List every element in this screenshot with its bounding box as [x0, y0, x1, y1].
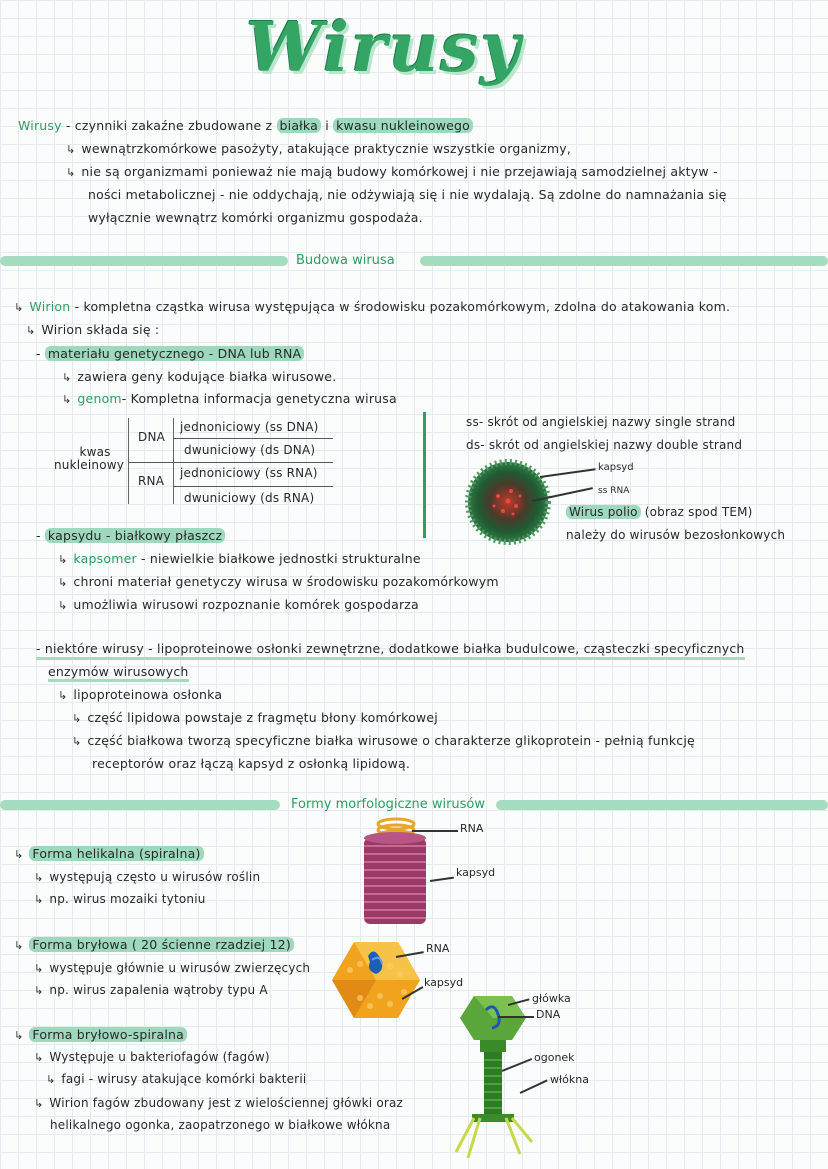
arrow-icon: ↳ — [34, 984, 44, 997]
intro-bullet-2-cont: wyłącznie wewnątrz komórki organizmu gospodaża. — [88, 210, 423, 225]
label-rna-1: RNA — [460, 822, 484, 835]
leader-line — [498, 1016, 534, 1018]
arrow-icon: ↳ — [66, 143, 76, 156]
label-glowka: główka — [532, 992, 571, 1005]
wirion-definition: ↳ Wirion - kompletna cząstka wirusa występująca w środowisku pozakomórkowym, zdolna do atakowania kom. — [14, 299, 731, 314]
arrow-icon: ↳ — [14, 1029, 24, 1042]
form-3-heading: ↳ Forma bryłowo-spiralna — [14, 1027, 187, 1042]
table-row-divider — [173, 438, 333, 439]
arrow-icon: ↳ — [34, 871, 44, 884]
label-kapsyd-1: kapsyd — [456, 866, 496, 879]
table-row-divider — [173, 486, 333, 487]
table-divider-left — [128, 418, 129, 504]
intro-bullet-1: ↳ wewnątrzkomórkowe pasożyty, atakujące praktycznie wszystkie organizmy, — [66, 141, 572, 156]
arrow-icon: ↳ — [14, 848, 24, 861]
polio-label-ssrna: ss RNA — [598, 486, 630, 496]
icosahedral-virus-image — [330, 940, 422, 1020]
arrow-icon: ↳ — [58, 689, 68, 702]
section-heading-budowa: Budowa wirusa — [296, 253, 395, 268]
arrow-icon: ↳ — [34, 1051, 44, 1064]
label-dna: DNA — [536, 1008, 561, 1021]
form-3-bullet-1: ↳ Występuje u bakteriofagów (fagów) — [34, 1050, 270, 1064]
niektore-line-1: - niektóre wirusy - lipoproteinowe osłonki zewnętrzne, dodatkowe białka budulcowe, cząsteczki specyficznych — [36, 641, 745, 660]
form-3-bullet-2: ↳ fagi - wirusy atakujące komórki bakterii — [46, 1072, 307, 1086]
arrow-icon: ↳ — [58, 576, 68, 589]
lipo-heading: ↳ lipoproteinowa osłonka — [58, 687, 223, 702]
section-band-left — [0, 256, 288, 266]
wirion-sklada: ↳ Wirion składa się : — [26, 322, 160, 337]
niektore-line-2: enzymów wirusowych — [48, 664, 189, 682]
kapsyd-bullet-3: ↳ umożliwia wirusowi rozpoznanie komórek gospodarza — [58, 597, 419, 612]
page-title: Wirusy — [246, 8, 523, 88]
helical-virus-image — [360, 816, 430, 928]
table-group-divider — [128, 462, 333, 463]
table-cell: dwuniciowy (ds RNA) — [184, 491, 315, 505]
section-band-right — [420, 256, 828, 266]
genom-definition: ↳ genom- Kompletna informacja genetyczna wirusa — [62, 391, 397, 406]
form-3-bullet-3: ↳ Wirion fagów zbudowany jest z wielościennej główki oraz — [34, 1096, 404, 1110]
section-band-left — [0, 800, 280, 810]
form-2-bullet-2: ↳ np. wirus zapalenia wątroby typu A — [34, 983, 268, 997]
arrow-icon: ↳ — [58, 553, 68, 566]
kapsyd-bullet-2: ↳ chroni materiał genetyczy wirusa w środowisku pozakomórkowym — [58, 574, 499, 589]
table-divider-mid — [173, 418, 174, 504]
ss-note: ss- skrót od angielskiej nazwy single strand — [466, 415, 736, 429]
arrow-icon: ↳ — [72, 735, 82, 748]
green-separator — [423, 412, 426, 538]
kapsyd-heading: - kapsydu - białkowy płaszcz — [36, 528, 225, 543]
table-cell: jednoniciowy (ss RNA) — [180, 466, 318, 480]
table-rna-label: RNA — [138, 474, 165, 488]
polio-virus-image — [456, 456, 566, 546]
table-dna-label: DNA — [138, 430, 166, 444]
section-band-right — [496, 800, 828, 810]
arrow-icon: ↳ — [62, 371, 72, 384]
polio-label-kapsyd: kapsyd — [598, 462, 634, 473]
leader-line — [430, 877, 454, 882]
arrow-icon: ↳ — [46, 1073, 56, 1086]
polio-caption: Wirus polio (obraz spod TEM) — [566, 505, 753, 519]
leader-line — [412, 830, 458, 832]
label-kapsyd-2: kapsyd — [424, 976, 464, 989]
arrow-icon: ↳ — [58, 599, 68, 612]
arrow-icon: ↳ — [66, 166, 76, 179]
label-rna-2: RNA — [426, 942, 450, 955]
arrow-icon: ↳ — [34, 962, 44, 975]
table-cell: jednoniciowy (ss DNA) — [180, 420, 319, 434]
arrow-icon: ↳ — [14, 939, 24, 952]
table-kwas-label: kwas nukleinowy — [54, 445, 125, 472]
polio-caption-2: należy do wirusów bezosłonkowych — [566, 528, 786, 542]
form-2-bullet-1: ↳ występuje głównie u wirusów zwierzęcych — [34, 961, 311, 975]
intro-bullet-2-cont: ności metabolicznej - nie oddychają, nie odżywiają się i nie wydalają. Są zdolne do namnażania się — [88, 187, 727, 202]
table-cell: dwuniciowy (ds DNA) — [184, 443, 316, 457]
arrow-icon: ↳ — [34, 893, 44, 906]
arrow-icon: ↳ — [14, 301, 24, 314]
arrow-icon: ↳ — [26, 324, 36, 337]
form-2-heading: ↳ Forma bryłowa ( 20 ścienne rzadziej 12) — [14, 937, 294, 952]
kapsomer-definition: ↳ kapsomer - niewielkie białkowe jednostki strukturalne — [58, 551, 421, 566]
intro-bullet-2: ↳ nie są organizmami ponieważ nie mają budowy komórkowej i nie przejawiają samodzielnej aktyw - — [66, 164, 718, 179]
material-heading: - materiału genetycznego - DNA lub RNA — [36, 346, 304, 361]
section-heading-formy: Formy morfologiczne wirusów — [291, 797, 486, 812]
arrow-icon: ↳ — [62, 393, 72, 406]
form-1-heading: ↳ Forma helikalna (spiralna) — [14, 846, 204, 861]
form-1-bullet-1: ↳ występują często u wirusów roślin — [34, 870, 261, 884]
lipo-bullet-2: ↳ część białkowa tworzą specyficzne białka wirusowe o charakterze glikoprotein - pełnią funkcję — [72, 733, 695, 748]
form-1-bullet-2: ↳ np. wirus mozaiki tytoniu — [34, 892, 206, 906]
ds-note: ds- skrót od angielskiej nazwy double strand — [466, 438, 743, 452]
lipo-bullet-1: ↳ część lipidowa powstaje z fragmętu błony komórkowej — [72, 710, 438, 725]
intro-term: Wirusy — [18, 118, 62, 133]
label-wlokna: włókna — [550, 1073, 589, 1086]
label-ogonek: ogonek — [534, 1051, 575, 1064]
lipo-bullet-2-cont: receptorów oraz łączą kapsyd z osłonką lipidową. — [92, 756, 411, 771]
arrow-icon: ↳ — [34, 1097, 44, 1110]
form-3-bullet-3-cont: helikalnego ogonka, zaopatrzonego w białkowe włókna — [50, 1118, 391, 1132]
arrow-icon: ↳ — [72, 712, 82, 725]
intro-definition: Wirusy - czynniki zakaźne zbudowane z białka i kwasu nukleinowego — [18, 118, 473, 133]
material-bullet-1: ↳ zawiera geny kodujące białka wirusowe. — [62, 369, 337, 384]
bacteriophage-image — [450, 992, 536, 1164]
